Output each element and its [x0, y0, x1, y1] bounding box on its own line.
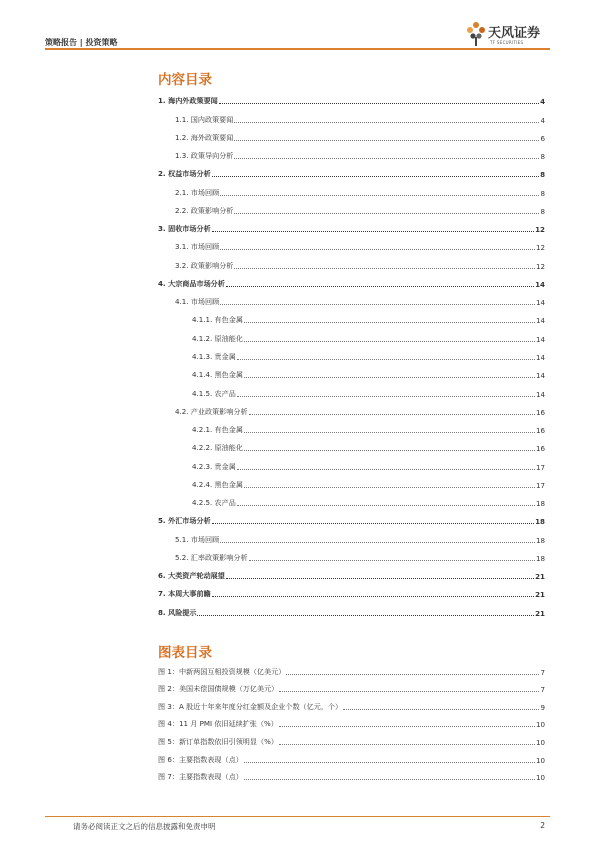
- figure-entry[interactable]: [158, 694, 545, 712]
- toc-entry[interactable]: [158, 362, 545, 380]
- toc-entry-label: 4.1.2. 原油能化: [192, 333, 243, 343]
- toc-entry-page: 8: [540, 188, 545, 198]
- toc-entry[interactable]: [158, 435, 545, 453]
- dot-leader: [237, 505, 535, 506]
- dot-leader: [220, 304, 535, 305]
- toc-entry-label: 6. 大类资产轮动展望: [158, 571, 225, 581]
- toc-entry-page: 14: [535, 279, 545, 289]
- toc-entry-page: 14: [535, 371, 545, 381]
- dot-leader: [244, 762, 535, 763]
- toc-entry[interactable]: [158, 563, 545, 581]
- figure-entry[interactable]: [158, 677, 545, 695]
- figure-entry-page: 7: [540, 685, 545, 695]
- toc-entry-page: 16: [535, 426, 545, 436]
- toc-entry-page: 17: [535, 462, 545, 472]
- figure-entry-label: 图 3：A 股近十年来年度分红金额及企业个数（亿元，个）: [158, 701, 343, 711]
- footer-rule: [45, 816, 550, 817]
- dot-leader: [279, 744, 535, 745]
- dot-leader: [234, 213, 539, 214]
- toc-entry-page: 14: [535, 334, 545, 344]
- dot-leader: [237, 396, 535, 397]
- toc-entry-page: 14: [535, 389, 545, 399]
- dot-leader: [212, 176, 539, 177]
- dot-leader: [343, 709, 539, 710]
- toc-entry-label: 4.2.4. 黑色金属: [192, 479, 243, 489]
- toc-entry-label: 5.2. 汇率政策影响分析: [175, 552, 248, 562]
- toc-entry-page: 8: [540, 206, 545, 216]
- toc-entry-page: 14: [535, 352, 545, 362]
- toc-entry-label: 7. 本周大事前瞻: [158, 589, 211, 599]
- figure-entry-label: 图 2：美国未偿国债规模（万亿美元）: [158, 684, 279, 694]
- figure-entry[interactable]: [158, 765, 545, 783]
- toc-entry-page: 18: [535, 535, 545, 545]
- toc-entry-page: 8: [540, 170, 545, 180]
- toc-entry-page: 17: [535, 480, 545, 490]
- figures-title: 图表目录: [158, 645, 212, 661]
- toc-entry[interactable]: [158, 380, 545, 398]
- toc-entry-label: 1.3. 政策导向分析: [175, 151, 234, 161]
- dot-leader: [286, 674, 539, 675]
- toc-entry-page: 4: [540, 97, 545, 107]
- dot-leader: [234, 158, 539, 159]
- dot-leader: [226, 578, 534, 579]
- toc-entry-page: 18: [535, 499, 545, 509]
- toc-entry[interactable]: [158, 490, 545, 508]
- toc-entry[interactable]: [158, 179, 545, 197]
- toc-entry[interactable]: [158, 106, 545, 124]
- toc-list: [158, 88, 545, 618]
- toc-entry[interactable]: [158, 271, 545, 289]
- toc-entry-label: 4.2. 产业政策影响分析: [175, 406, 248, 416]
- toc-entry-label: 2.2. 政策影响分析: [175, 205, 234, 215]
- toc-entry-label: 1.1. 国内政策要闻: [175, 114, 234, 124]
- logo-mark-icon: [466, 20, 486, 48]
- toc-entry-label: 4. 大宗商品市场分析: [158, 278, 225, 288]
- toc-entry[interactable]: [158, 234, 545, 252]
- dot-leader: [244, 779, 535, 780]
- logo-cn-text: 天风证券: [488, 26, 541, 41]
- dot-leader: [244, 322, 535, 323]
- dot-leader: [279, 691, 539, 692]
- dot-leader: [237, 359, 535, 360]
- toc-entry[interactable]: [158, 216, 545, 234]
- toc-entry-label: 5.1. 市场回顾: [175, 534, 220, 544]
- dot-leader: [279, 726, 535, 727]
- figure-entry-page: 10: [535, 737, 545, 747]
- figure-entry-page: 7: [540, 667, 545, 677]
- figure-entry-label: 图 1：中新两国互相投资规模（亿美元）: [158, 666, 286, 676]
- toc-entry-label: 4.2.2. 原油能化: [192, 443, 243, 453]
- toc-entry[interactable]: [158, 307, 545, 325]
- toc-entry[interactable]: [158, 161, 545, 179]
- toc-entry-page: 18: [535, 553, 545, 563]
- toc-entry-label: 2.1. 市场回顾: [175, 187, 220, 197]
- toc-entry-page: 12: [535, 243, 545, 253]
- toc-entry-page: 14: [535, 298, 545, 308]
- figure-entry-label: 图 5：新订单指数依旧引领明显（%）: [158, 736, 278, 746]
- toc-entry[interactable]: [158, 252, 545, 270]
- toc-entry-page: 21: [535, 608, 545, 618]
- footer-disclaimer: 请务必阅读正文之后的信息披露和免责申明: [73, 822, 216, 831]
- toc-entry-label: 4.1.3. 贵金属: [192, 351, 236, 361]
- toc-entry-page: 18: [535, 517, 545, 527]
- toc-entry-page: 21: [535, 590, 545, 600]
- toc-entry-page: 21: [535, 572, 545, 582]
- logo-en-text: TF SECURITIES: [490, 40, 524, 45]
- dot-leader: [197, 615, 534, 616]
- dot-leader: [244, 377, 535, 378]
- figure-entry-label: 图 7：主要指数表现（点）: [158, 772, 243, 782]
- toc-entry-label: 4.1.4. 黑色金属: [192, 370, 243, 380]
- toc-entry-label: 2. 权益市场分析: [158, 169, 211, 179]
- toc-entry-page: 16: [535, 444, 545, 454]
- toc-entry[interactable]: [158, 125, 545, 143]
- toc-entry-label: 4.2.1. 有色金属: [192, 425, 243, 435]
- toc-entry-page: 14: [535, 316, 545, 326]
- figure-entry-label: 图 6：主要指数表现（点）: [158, 754, 243, 764]
- dot-leader: [234, 268, 535, 269]
- figure-entry-page: 10: [535, 755, 545, 765]
- toc-entry[interactable]: [158, 453, 545, 471]
- dot-leader: [219, 103, 539, 104]
- toc-entry-label: 4.1. 市场回顾: [175, 297, 220, 307]
- dot-leader: [220, 249, 535, 250]
- toc-entry[interactable]: [158, 143, 545, 161]
- toc-entry-label: 3.1. 市场回顾: [175, 242, 220, 252]
- toc-entry[interactable]: [158, 581, 545, 599]
- toc-entry-label: 5. 外汇市场分析: [158, 516, 211, 526]
- dot-leader: [237, 469, 535, 470]
- toc-entry[interactable]: [158, 88, 545, 106]
- dot-leader: [234, 140, 539, 141]
- toc-entry-label: 4.2.3. 贵金属: [192, 461, 236, 471]
- figures-list: [158, 659, 545, 782]
- dot-leader: [249, 414, 535, 415]
- figure-entry-page: 10: [535, 720, 545, 730]
- toc-entry-label: 1. 海内外政策要闻: [158, 96, 218, 106]
- dot-leader: [244, 450, 535, 451]
- dot-leader: [212, 523, 534, 524]
- dot-leader: [220, 195, 539, 196]
- dot-leader: [244, 432, 535, 433]
- toc-entry[interactable]: [158, 417, 545, 435]
- toc-entry-page: 12: [535, 225, 545, 235]
- toc-entry[interactable]: [158, 472, 545, 490]
- toc-entry[interactable]: [158, 198, 545, 216]
- toc-entry-page: 16: [535, 407, 545, 417]
- toc-entry-page: 12: [535, 261, 545, 271]
- toc-entry[interactable]: [158, 599, 545, 617]
- dot-leader: [244, 341, 535, 342]
- toc-entry-label: 3.2. 政策影响分析: [175, 260, 234, 270]
- dot-leader: [220, 542, 535, 543]
- header-rule: [45, 48, 550, 50]
- dot-leader: [249, 560, 535, 561]
- header-title: 策略报告 | 投资策略: [45, 38, 118, 47]
- toc-entry-label: 4.1.1. 有色金属: [192, 315, 243, 325]
- toc-entry[interactable]: [158, 545, 545, 563]
- toc-entry-label: 4.1.5. 农产品: [192, 388, 236, 398]
- figure-entry[interactable]: [158, 747, 545, 765]
- toc-entry-label: 8. 风险提示: [158, 607, 197, 617]
- figure-entry-label: 图 4：11 月 PMI 依旧延续扩张（%）: [158, 719, 278, 729]
- toc-entry-label: 3. 固收市场分析: [158, 224, 211, 234]
- toc-entry-page: 4: [540, 115, 545, 125]
- figure-entry-page: 10: [535, 773, 545, 783]
- figure-entry[interactable]: [158, 729, 545, 747]
- toc-entry-label: 4.2.5. 农产品: [192, 498, 236, 508]
- figure-entry[interactable]: [158, 659, 545, 677]
- toc-entry[interactable]: [158, 325, 545, 343]
- dot-leader: [244, 487, 535, 488]
- figure-entry-page: 9: [540, 702, 545, 712]
- toc-entry-page: 8: [540, 152, 545, 162]
- toc-title: 内容目录: [158, 72, 212, 88]
- toc-entry-page: 6: [540, 133, 545, 143]
- toc-entry[interactable]: [158, 399, 545, 417]
- toc-entry[interactable]: [158, 508, 545, 526]
- toc-entry[interactable]: [158, 526, 545, 544]
- page-number: 2: [540, 821, 545, 830]
- figure-entry[interactable]: [158, 712, 545, 730]
- toc-entry[interactable]: [158, 289, 545, 307]
- toc-entry[interactable]: [158, 344, 545, 362]
- dot-leader: [234, 122, 539, 123]
- dot-leader: [212, 231, 534, 232]
- dot-leader: [226, 286, 534, 287]
- toc-entry-label: 1.2. 海外政策要闻: [175, 132, 234, 142]
- dot-leader: [212, 596, 534, 597]
